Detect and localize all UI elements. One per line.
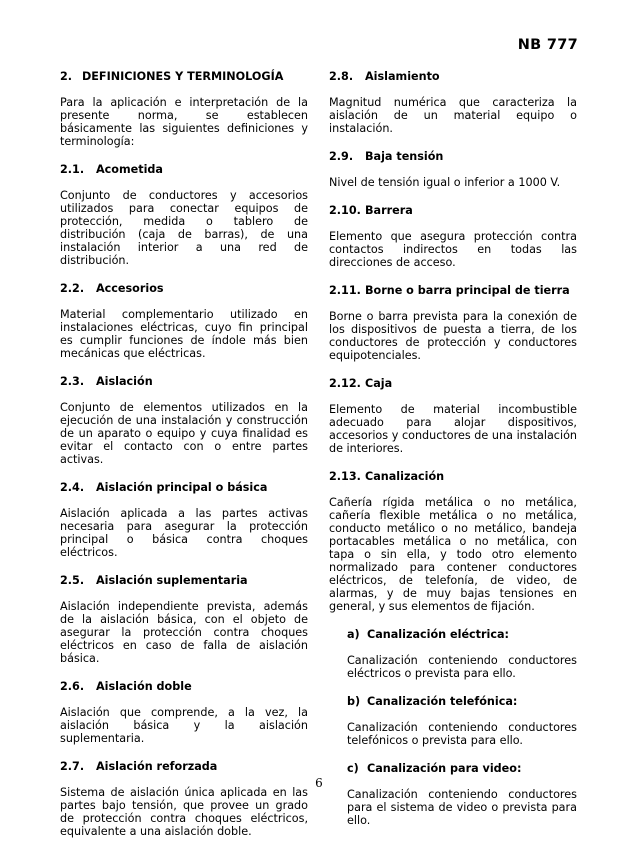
definition-heading xyxy=(60,375,308,389)
definition-text: Magnitud numérica que caracteriza la aislación de un material equipo o instalación. xyxy=(329,96,577,135)
definition-number: 2.13. xyxy=(329,470,361,483)
definition-text: Nivel de tensión igual o inferior a 1000 V. xyxy=(329,176,561,189)
definition-number: 2.12. xyxy=(329,377,361,390)
definition-heading xyxy=(60,481,308,495)
document-code: NB 777 xyxy=(517,37,578,53)
definition-title: Accesorios xyxy=(96,282,164,295)
definition-title: Aislación reforzada xyxy=(96,760,218,773)
definition-title: Aislación doble xyxy=(96,680,192,693)
section-number: 2. xyxy=(60,70,73,83)
sub-item-letter: a) xyxy=(347,628,360,641)
definition-text: Cañería rígida metálica o no metálica, cañería flexible metálica o no metálica, conducto metálico o no metálico, bandeja portacables metálica o no metálica, con tapa o sin ella, y todo otro elemento normalizado para contener conductores eléctricos, de telefonía, de video, de alarmas, y de muy bajas tensiones en general, y sus elementos de fijación. xyxy=(329,496,577,613)
definition-number: 2.5. xyxy=(60,574,85,587)
sub-item-letter: b) xyxy=(347,695,361,708)
definition-number: 2.4. xyxy=(60,481,85,494)
sub-item xyxy=(347,762,577,827)
section-text: Para la aplicación e interpretación de la presente norma, se establecen básicamente las siguientes definiciones y terminología: xyxy=(60,96,308,148)
sub-item-title: Canalización para video: xyxy=(367,762,522,775)
definition-heading xyxy=(329,150,577,164)
definition-heading xyxy=(60,574,308,588)
definition-title: Borne o barra principal de tierra xyxy=(365,284,570,297)
definition-heading xyxy=(329,470,577,484)
definition-heading xyxy=(60,282,308,296)
definition-text: Aislación que comprende, a la vez, la aislación básica y la aislación suplementaria. xyxy=(60,706,308,745)
definition-title: Canalización xyxy=(365,470,445,483)
definition-number: 2.2. xyxy=(60,282,85,295)
definition-text: Material complementario utilizado en instalaciones eléctricas, cuyo fin principal es cumplir funciones de índole más bien mecánicas que eléctricas. xyxy=(60,308,308,360)
definition-number: 2.8. xyxy=(329,70,354,83)
definition-title: Barrera xyxy=(365,204,413,217)
definition-title: Acometida xyxy=(96,163,163,176)
sub-item-text: Canalización conteniendo conductores para el sistema de video o prevista para ello. xyxy=(347,788,577,827)
definition-heading xyxy=(60,680,308,694)
definition-number: 2.10. xyxy=(329,204,361,217)
definition-heading xyxy=(329,204,577,218)
section-heading xyxy=(60,70,308,84)
definition-number: 2.3. xyxy=(60,375,85,388)
definition-number: 2.9. xyxy=(329,150,354,163)
left-column xyxy=(60,70,308,853)
sub-item-title: Canalización telefónica: xyxy=(367,695,518,708)
definition-number: 2.11. xyxy=(329,284,361,297)
sub-item-title: Canalización eléctrica: xyxy=(367,628,510,641)
definition-text: Conjunto de conductores y accesorios utilizados para conectar equipos de protección, medida o tablero de distribución (caja de barras), de una instalación interior a una red de distribución. xyxy=(60,189,308,267)
sub-item xyxy=(347,695,577,747)
definition-text: Elemento de material incombustible adecuado para alojar dispositivos, accesorios y conductores de una instalación de interiores. xyxy=(329,403,577,455)
section-title: DEFINICIONES Y TERMINOLOGÍA xyxy=(82,70,284,83)
sub-item-heading xyxy=(347,628,577,642)
definition-title: Caja xyxy=(365,377,393,390)
page-number: 6 xyxy=(315,776,323,790)
sub-item xyxy=(347,628,577,680)
definition-text: Elemento que asegura protección contra contactos indirectos en todas las direcciones de acceso. xyxy=(329,230,577,269)
definition-heading xyxy=(60,163,308,177)
definition-title: Aislación xyxy=(96,375,153,388)
sub-item-text: Canalización conteniendo conductores telefónicos o prevista para ello. xyxy=(347,721,577,747)
definition-text: Aislación aplicada a las partes activas necesaria para asegurar la protección principal o básica contra choques eléctricos. xyxy=(60,507,308,559)
definition-number: 2.7. xyxy=(60,760,85,773)
right-column xyxy=(329,70,577,842)
sub-item-heading xyxy=(347,695,577,709)
definition-heading xyxy=(60,760,308,774)
definition-heading xyxy=(329,377,577,391)
definition-text: Sistema de aislación única aplicada en las partes bajo tensión, que provee un grado de protección contra choques eléctricos, equivalente a una aislación doble. xyxy=(60,786,308,838)
sub-item-letter: c) xyxy=(347,762,359,775)
definition-number: 2.1. xyxy=(60,163,85,176)
sub-item-text: Canalización conteniendo conductores eléctricos o prevista para ello. xyxy=(347,654,577,680)
definition-title: Aislación principal o básica xyxy=(96,481,268,494)
definition-title: Aislación suplementaria xyxy=(96,574,248,587)
definition-number: 2.6. xyxy=(60,680,85,693)
definition-text: Borne o barra prevista para la conexión de los dispositivos de puesta a tierra, de los conductores de protección y conductores equipotenciales. xyxy=(329,310,577,362)
sub-item-heading xyxy=(347,762,577,776)
definition-text: Conjunto de elementos utilizados en la ejecución de una instalación y construcción de un aparato o equipo y cuya finalidad es evitar el contacto con o entre partes activas. xyxy=(60,401,308,466)
definition-heading xyxy=(329,284,577,298)
definition-text: Aislación independiente prevista, además de la aislación básica, con el objeto de asegurar la protección contra choques eléctricos en caso de falla de aislación básica. xyxy=(60,600,308,665)
definition-heading xyxy=(329,70,577,84)
definition-title: Baja tensión xyxy=(365,150,444,163)
definition-title: Aislamiento xyxy=(365,70,440,83)
